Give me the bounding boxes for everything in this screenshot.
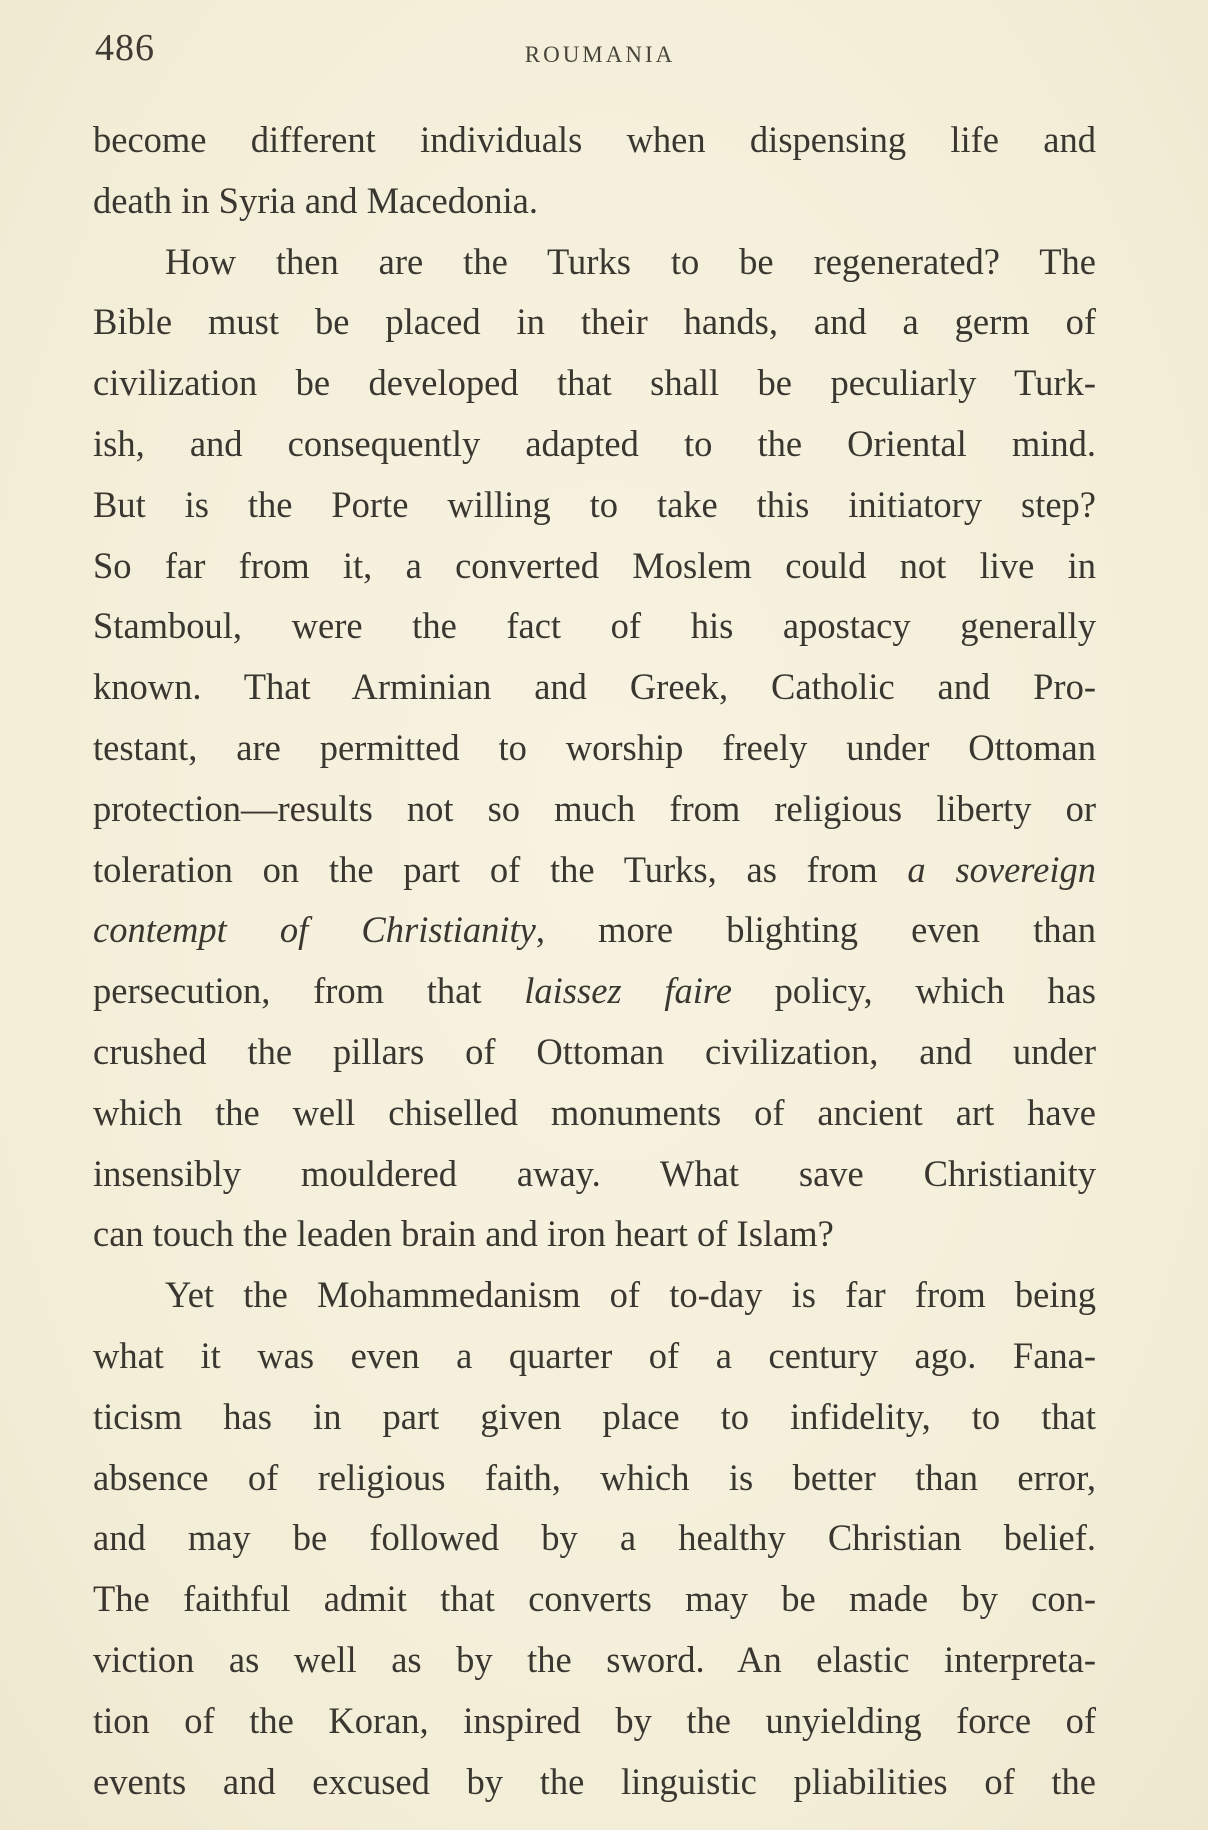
text-line: viction as well as by the sword. An elastic interpreta- [93,1638,1096,1680]
text-line: persecution, from that laissez faire policy, which has [93,970,1096,1012]
text-line: can touch the leaden brain and iron heart of Islam? [93,1213,834,1255]
text-line: crushed the pillars of Ottoman civilization, and under [93,1030,1096,1072]
text-line: which the well chiselled monuments of ancient art have [93,1091,1096,1133]
text-line: So far from it, a converted Moslem could not live in [93,544,1096,586]
body-text [93,110,1096,1812]
text-line: testant, are permitted to worship freely under Ottoman [93,726,1096,768]
text-line: toleration on the part of the Turks, as from a sovereign [93,848,1096,890]
text-line: protection—results not so much from religious liberty or [93,787,1096,829]
text-line: civilization be developed that shall be peculiarly Turk- [93,362,1096,404]
text-line: But is the Porte willing to take this initiatory step? [93,483,1096,525]
text-line: Bible must be placed in their hands, and a germ of [93,301,1096,343]
text-line: ish, and consequently adapted to the Oriental mind. [93,422,1096,464]
text-line: tion of the Koran, inspired by the unyielding force of [93,1699,1096,1741]
text-line: ticism has in part given place to infidelity, to that [93,1395,1096,1437]
text-line: known. That Arminian and Greek, Catholic and Pro- [93,666,1096,708]
text-line: death in Syria and Macedonia. [93,179,538,221]
text-line: How then are the Turks to be regenerated? The [165,240,1096,282]
text-line: contempt of Christianity, more blighting even than [93,909,1096,951]
text-line: insensibly mouldered away. What save Christianity [93,1152,1096,1194]
page-number: 486 [95,27,155,69]
text-line: The faithful admit that converts may be made by con- [93,1578,1096,1620]
text-line: what it was even a quarter of a century ago. Fana- [93,1334,1096,1376]
text-line: and may be followed by a healthy Christian belief. [93,1517,1096,1559]
text-line: become different individuals when dispensing life and [93,119,1096,160]
text-line: absence of religious faith, which is better than error, [93,1456,1096,1498]
running-head: ROUMANIA [524,42,676,67]
page-header [95,26,1105,76]
text-line: Stamboul, were the fact of his apostacy generally [93,605,1096,647]
text-line: Yet the Mohammedanism of to-day is far from being [165,1274,1096,1316]
text-line: events and excused by the linguistic pliabilities of the [93,1760,1096,1802]
